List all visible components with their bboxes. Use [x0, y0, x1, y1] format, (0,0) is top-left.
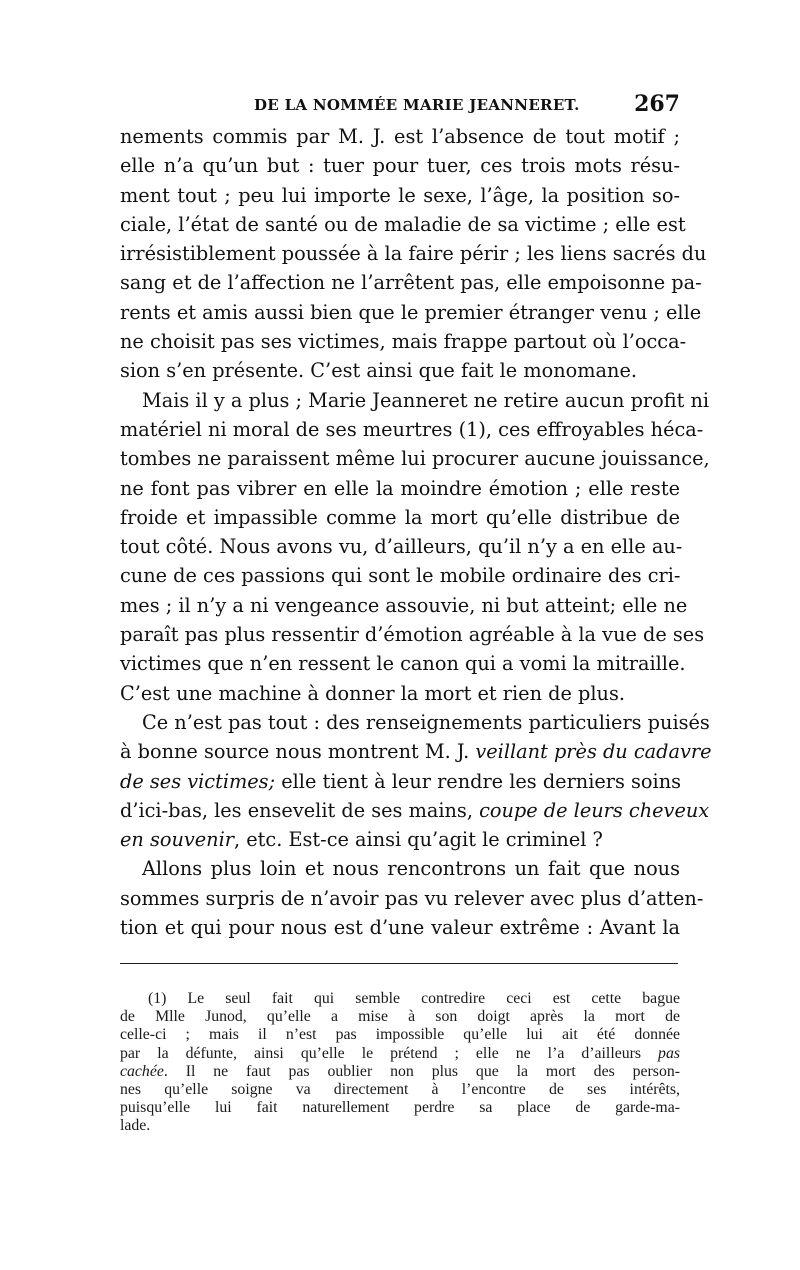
text-line: sang et de l’affection ne l’arrêtent pas, elle empoisonne pa- — [120, 271, 702, 295]
text-line: Ce n’est pas tout : des renseignements particuliers puisés — [142, 710, 710, 734]
footnote-line: celle-ci ; mais il n’est pas impossible qu’elle lui ait été donnée — [120, 1026, 680, 1044]
running-title: DE LA NOMMÉE MARIE JEANNERET. — [254, 96, 580, 114]
text-line: de ses victimes; elle tient à leur rendre les derniers soins — [120, 769, 682, 793]
text-line: ne font pas vibrer en elle la moindre émotion ; elle reste — [120, 476, 680, 500]
footnote — [120, 990, 680, 1136]
footnote-line: par la défunte, ainsi qu’elle le prétend ; elle ne l’a d’ailleurs pas — [120, 1044, 680, 1062]
footnote-line: (1) Le seul fait qui semble contredire ceci est cette bague — [148, 990, 680, 1007]
text-line: tout côté. Nous avons vu, d’ailleurs, qu’il n’y a en elle au- — [120, 535, 683, 559]
footnote-divider — [120, 963, 678, 964]
text-line: rents et amis aussi bien que le premier étranger venu ; elle — [120, 300, 702, 324]
text-line: ment tout ; peu lui importe le sexe, l’âge, la position so- — [120, 183, 680, 207]
text-line: C’est une machine à donner la mort et rien de plus. — [120, 681, 625, 705]
text-line: paraît pas plus ressentir d’émotion agréable à la vue de ses — [120, 623, 705, 647]
text-line: elle n’a qu’un but : tuer pour tuer, ces trois mots résu- — [120, 154, 680, 178]
text-line: victimes que n’en ressent le canon qui a vomi la mitraille. — [120, 652, 686, 676]
text-line: irrésistiblement poussée à la faire périr ; les liens sacrés du — [120, 242, 707, 266]
text-line: nements commis par M. J. est l’absence de tout motif ; — [120, 125, 680, 148]
text-line: en souvenir, etc. Est-ce ainsi qu’agit le criminel ? — [120, 828, 603, 852]
text-line: tion et qui pour nous est d’une valeur extrême : Avant la — [120, 916, 680, 940]
text-line: cune de ces passions qui sont le mobile ordinaire des cri- — [120, 564, 681, 588]
text-line: sion s’en présente. C’est ainsi que fait le monomane. — [120, 359, 637, 383]
text-line: froide et impassible comme la mort qu’elle distribue de — [120, 505, 680, 529]
footnote-line: de Mlle Junod, qu’elle a mise à son doigt après la mort de — [120, 1008, 680, 1026]
text-line: ne choisit pas ses victimes, mais frappe partout où l’occa- — [120, 330, 687, 354]
footnote-line: lade. — [120, 1117, 151, 1135]
text-line: ciale, l’état de santé ou de maladie de sa victime ; elle est — [120, 212, 686, 236]
page-number: 267 — [634, 91, 680, 117]
page-header — [120, 93, 680, 121]
text-line: matériel ni moral de ses meurtres (1), ces effroyables héca- — [120, 417, 704, 441]
text-line: Mais il y a plus ; Marie Jeanneret ne retire aucun profit ni — [142, 388, 710, 412]
text-line: à bonne source nous montrent M. J. veillant près du cadavre — [120, 740, 712, 764]
text-line: Allons plus loin et nous rencontrons un fait que nous — [142, 857, 680, 881]
footnote-line: puisqu’elle lui fait naturellement perdre sa place de garde-ma- — [120, 1099, 680, 1117]
text-line: sommes surpris de n’avoir pas vu relever avec plus d’atten- — [120, 886, 704, 910]
footnote-line: cachée. Il ne faut pas oublier non plus que la mort des person- — [120, 1062, 680, 1080]
text-line: mes ; il n’y a ni vengeance assouvie, ni but atteint; elle ne — [120, 593, 688, 617]
text-line: d’ici-bas, les ensevelit de ses mains, coupe de leurs cheveux — [120, 798, 710, 822]
body-text — [120, 122, 712, 942]
text-line: tombes ne paraissent même lui procurer aucune jouissance, — [120, 447, 710, 471]
footnote-line: nes qu’elle soigne va directement à l’encontre de ses intérêts, — [120, 1081, 680, 1099]
